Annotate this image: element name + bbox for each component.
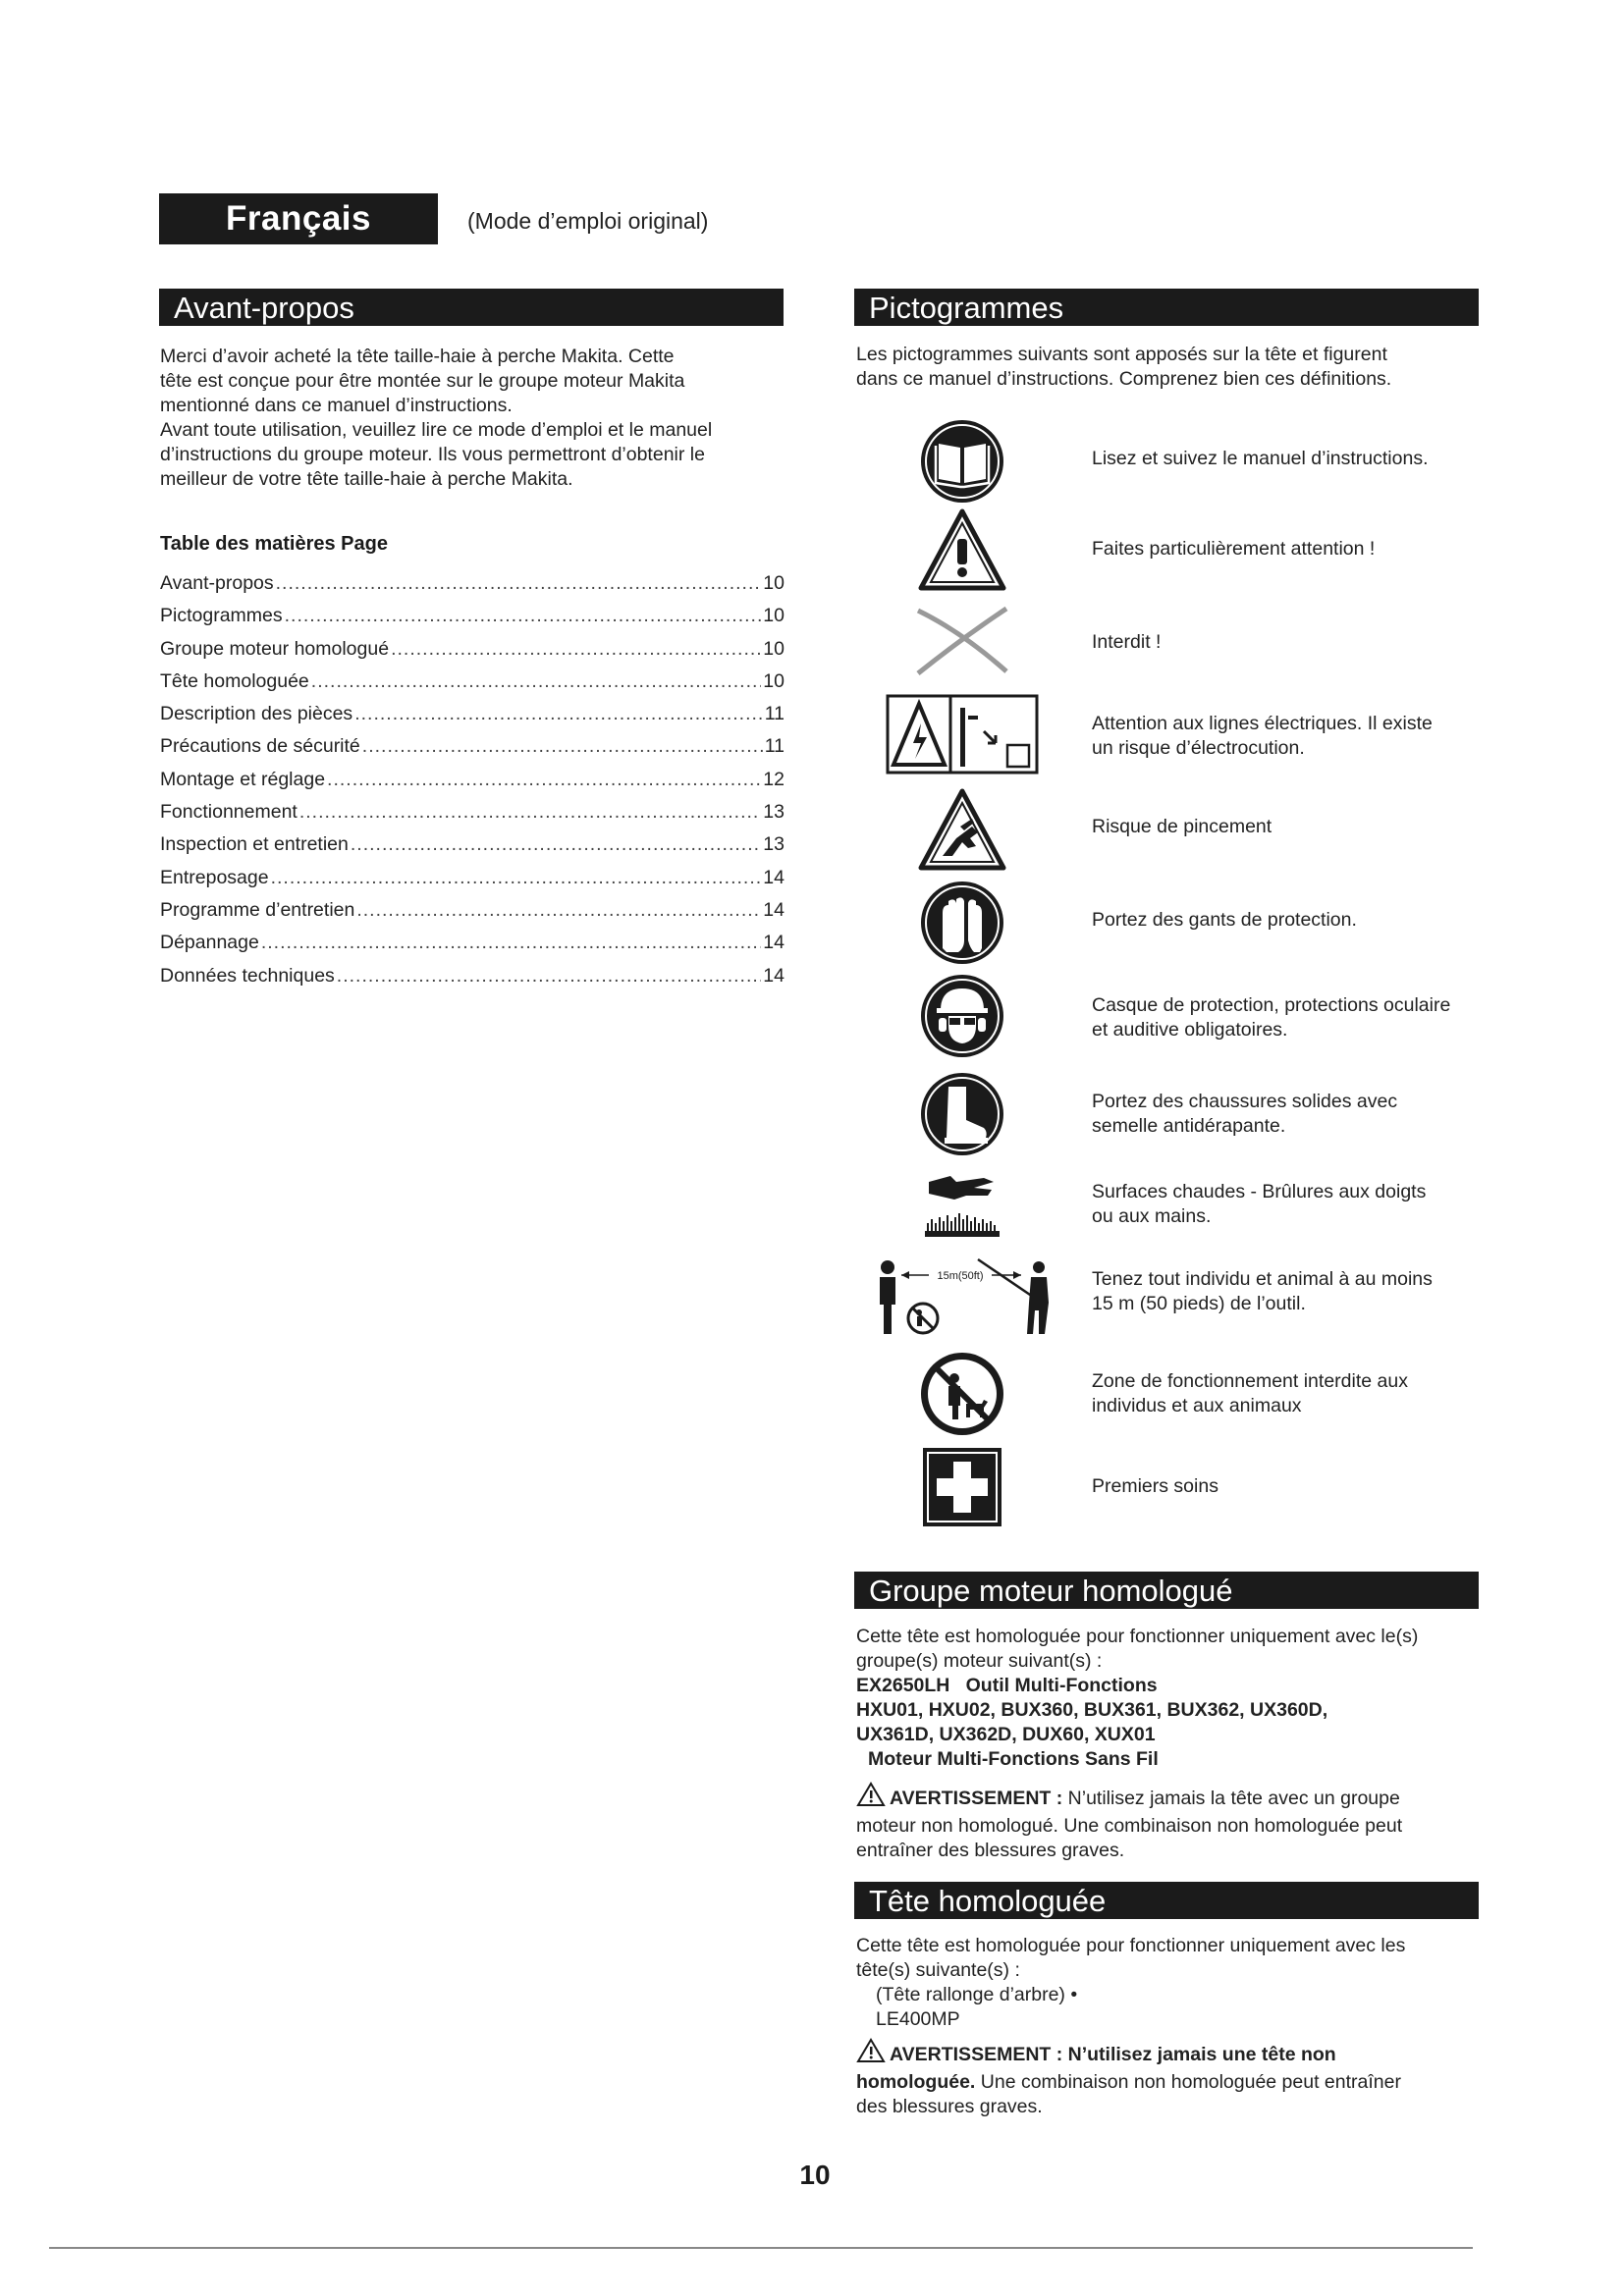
pictogram-text: Attention aux lignes électriques. Il existe un risque d’électrocution. (1092, 713, 1433, 759)
electric-lines-icon (884, 692, 1041, 776)
toc-title: Table des matières Page (160, 533, 388, 555)
distance-label: 15m(50ft) (937, 1270, 984, 1282)
toc-entry[interactable]: Dépannage ..... 14 (160, 927, 785, 959)
pictogrammes-intro: Les pictogrammes suivants sont apposés sur la tête et figurent dans ce manuel d’instructions. Comprenez bien ces définitions. (856, 344, 1392, 390)
toc-entry[interactable]: Avant-propos ..... 10 (160, 567, 785, 600)
hot-surface-icon (884, 1170, 1041, 1249)
pictogram-text: Surfaces chaudes - Brûlures aux doigts ou aux mains. (1092, 1181, 1427, 1227)
toc-entry[interactable]: Programme d’entretien ..... 14 (160, 894, 785, 927)
tete-homologuee-warning: AVERTISSEMENT : N’utilisez jamais une tête non homologuée. Une combinaison non homologuée peut entraîner des blessures graves. (856, 2038, 1485, 2119)
distance-15m-icon (864, 1252, 1060, 1340)
tete-homologuee-text: Cette tête est homologuée pour fonctionner uniquement avec les tête(s) suivante(s) : (Tête rallonge d’arbre) • LE400MP (856, 1935, 1406, 2030)
footer-divider (49, 2247, 1473, 2249)
warning-icon (856, 1782, 886, 1814)
first-aid-icon (884, 1443, 1041, 1531)
forbidden-cross-icon (884, 601, 1041, 679)
pictogram-text: Portez des gants de protection. (1092, 909, 1357, 931)
toc-entry[interactable]: Description des pièces ..... 11 (160, 698, 785, 730)
warning-icon (856, 2038, 886, 2070)
section-title-groupe-moteur: Groupe moteur homologué (854, 1572, 1479, 1609)
toc-entry[interactable]: Données techniques ..... 14 (160, 960, 785, 992)
page-number: 10 (799, 2160, 831, 2190)
boots-icon (884, 1070, 1041, 1158)
pictogram-text: Portez des chaussures solides avec semelle antidérapante. (1092, 1091, 1398, 1137)
gloves-icon (884, 879, 1041, 967)
toc-entry[interactable]: Groupe moteur homologué ..... 10 (160, 633, 785, 666)
section-title-pictogrammes: Pictogrammes (854, 289, 1479, 326)
toc-entry[interactable]: Entreposage ..... 14 (160, 862, 785, 894)
pictogram-text: Premiers soins (1092, 1475, 1218, 1497)
helmet-protection-icon (884, 972, 1041, 1060)
toc-entry[interactable]: Fonctionnement ..... 13 (160, 796, 785, 828)
pictogram-text: Interdit ! (1092, 631, 1162, 653)
pictogram-text: Tenez tout individu et animal à au moins 15 m (50 pieds) de l’outil. (1092, 1268, 1433, 1314)
pictogram-text: Faites particulièrement attention ! (1092, 538, 1376, 560)
document-subtitle: (Mode d’emploi original) (467, 208, 709, 234)
table-of-contents (160, 567, 785, 992)
manual-icon (884, 417, 1041, 506)
groupe-moteur-warning: AVERTISSEMENT : N’utilisez jamais la tête avec un groupe moteur non homologué. Une combinaison non homologuée peut entraîner des blessures graves. (856, 1782, 1485, 1863)
toc-entry[interactable]: Tête homologuée ..... 10 (160, 666, 785, 698)
toc-entry[interactable]: Montage et réglage ..... 12 (160, 764, 785, 796)
pictogram-text: Risque de pincement (1092, 816, 1272, 837)
toc-entry[interactable]: Précautions de sécurité ..... 11 (160, 730, 785, 763)
avant-propos-text: Merci d’avoir acheté la tête taille-haie à perche Makita. Cette tête est conçue pour être montée sur le groupe moteur Makita mentionné dans ce manuel d’instructions. Avant toute utilisation, veuillez lire ce mode d’emploi et le manuel d’instructions du groupe moteur. Ils vous permettront d’obtenir le meilleur de votre tête taille-haie à perche Makita. (160, 346, 713, 490)
warning-icon (884, 506, 1041, 594)
toc-entry[interactable]: Inspection et entretien ..... 13 (160, 828, 785, 861)
toc-entry[interactable]: Pictogrammes ..... 10 (160, 600, 785, 632)
groupe-moteur-text: Cette tête est homologuée pour fonctionner uniquement avec le(s) groupe(s) moteur suivant(s) : EX2650LH Outil Multi-Fonctions HXU01, HXU02, BUX360, BUX361, BUX362, UX360D, UX361D, UX362D, DUX60, XUX01 Moteur Multi-Fonctions Sans Fil (856, 1626, 1419, 1770)
pinch-hazard-icon (884, 785, 1041, 874)
no-people-animals-icon (884, 1350, 1041, 1438)
language-label: Français (159, 193, 438, 244)
pictogram-text: Casque de protection, protections oculaire et auditive obligatoires. (1092, 994, 1451, 1041)
section-title-tete-homologuee: Tête homologuée (854, 1882, 1479, 1919)
pictogram-text: Zone de fonctionnement interdite aux individus et aux animaux (1092, 1370, 1408, 1416)
section-title-avant-propos: Avant-propos (159, 289, 784, 326)
pictogram-text: Lisez et suivez le manuel d’instructions. (1092, 448, 1429, 469)
